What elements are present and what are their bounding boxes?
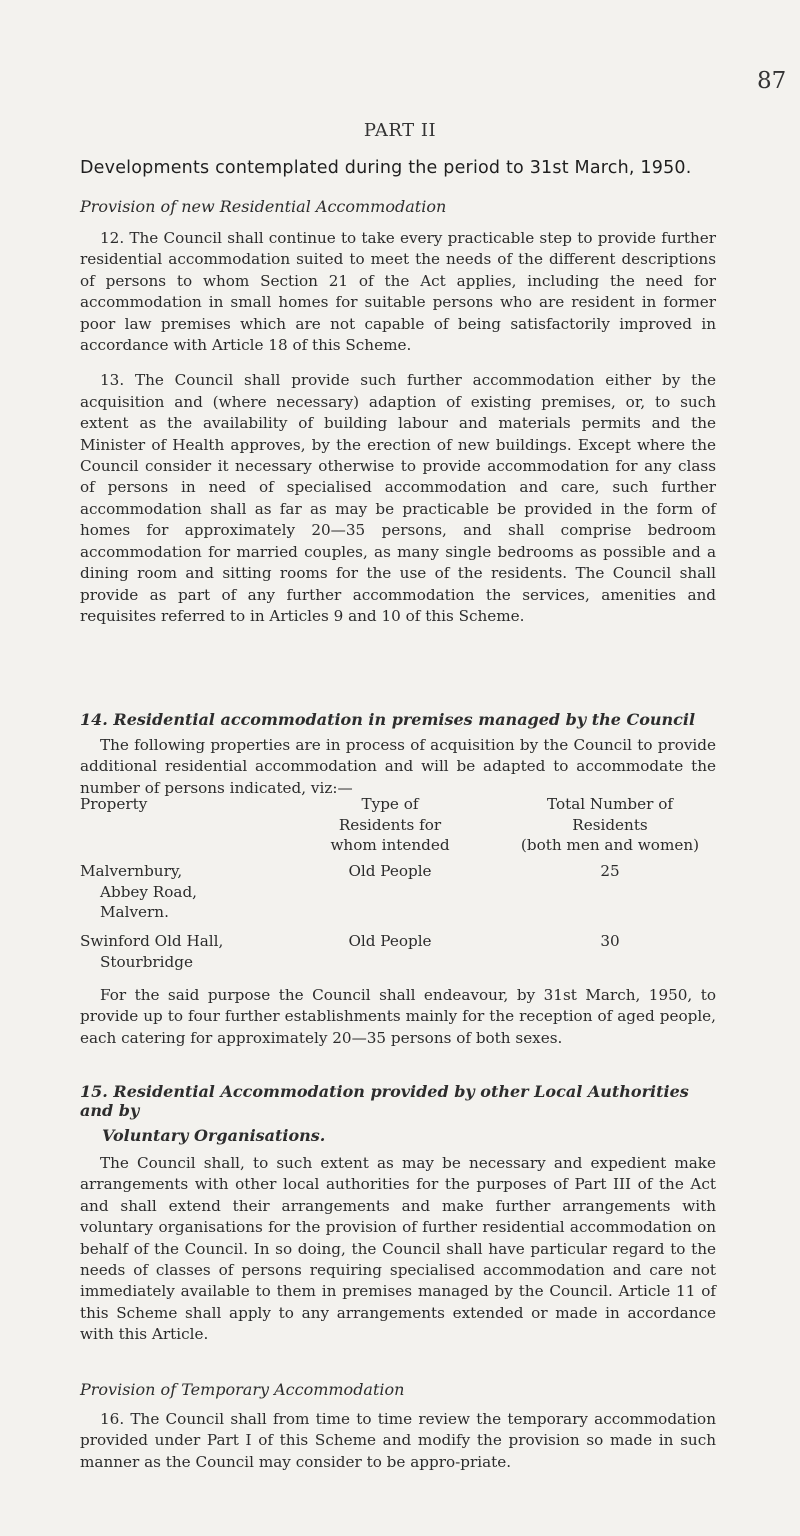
paragraph-13: 13. The Council shall provide such further accommodation either by the acquisition and (where necessary) adaption of existing premises, or, to such extent as the availability of building labour and materials permits and the Minister of Health approves, by the erection of new buildings. Except where the Council consider it necessary otherwise to provide accommodation for any class of persons in need of specialised accommodation and care, such further accommodation shall as far as may be practicable be provided in the form of homes for approximately 20—35 persons, and shall comprise bedroom accommodation for married couples, as many single bedrooms as possible and a dining room and sitting rooms for the use of the residents. The Council shall provide as part of any further accommodation the services, amenities and requisites referred to in Articles 9 and 10 of this Scheme. <box>80 371 716 625</box>
section-15 <box>80 1082 716 1346</box>
property-line: Malvernbury, <box>80 862 183 880</box>
main-heading: Developments contemplated during the period to 31st March, 1950. <box>80 158 692 178</box>
table-row-type: Old People <box>348 862 432 880</box>
section-14-closing-block <box>80 985 716 1049</box>
header-type-line: Type of <box>361 795 419 813</box>
header-type-line: Residents for <box>338 815 442 834</box>
table-row-property <box>80 861 197 923</box>
section-title: 15. Residential Accommodation provided by other Local Authorities and by <box>80 1082 689 1120</box>
section-title: Provision of Temporary Accommodation <box>80 1380 405 1399</box>
section-14-intro: The following properties are in process of acquisition by the Council to provide additional residential accommodation and will be adapted to accommodate the number of persons indicated, viz:— <box>80 736 716 797</box>
section-title: 14. Residential accommodation in premises managed by the Council <box>80 710 696 729</box>
section-15-body: The Council shall, to such extent as may be necessary and expedient make arrangements with other local authorities for the purposes of Part III of the Act and shall extend their arrangements and make further arrangements with voluntary organisations for the provision of further residential accommodation on behalf of the Council. In so doing, the Council shall have particular regard to the needs of classes of persons requiring specialised accommodation and care not immediately available to them in premises managed by the Council. Article 11 of this Scheme shall apply to any arrangements extended or made in accordance with this Article. <box>80 1154 716 1344</box>
table-row-property <box>80 931 223 972</box>
paragraph-16: 16. The Council shall from time to time review the temporary accommodation provided under Part I of this Scheme and modify the provision so made in such manner as the Council may consider to be appro-priate. <box>80 1410 716 1471</box>
paragraph-12: 12. The Council shall continue to take every practicable step to provide further residential accommodation suited to meet the needs of the different descriptions of persons to whom Section 21 of the Act applies, including the need for accommodation in small homes for suitable persons who are resident in former poor law premises which are not capable of being satisfactorily improved in accordance with Article 18 of this Scheme. <box>80 229 716 355</box>
property-line: Malvern. <box>100 903 169 921</box>
header-type-line: whom intended <box>330 836 450 854</box>
header-total-line: (both men and women) <box>520 836 700 854</box>
header-total-line: Total Number of <box>547 795 673 813</box>
property-line: Swinford Old Hall, <box>80 932 224 950</box>
header-type <box>310 794 470 856</box>
section-14 <box>80 710 716 799</box>
table-row-total: 30 <box>600 932 620 950</box>
section-temporary <box>80 1380 716 1473</box>
property-line: Abbey Road, <box>100 882 197 901</box>
properties-table <box>80 794 720 971</box>
part-heading: PART II <box>363 120 437 141</box>
section-title: Provision of new Residential Accommodation <box>80 197 447 216</box>
section-provision-new <box>80 197 716 627</box>
header-total-line: Residents <box>572 815 648 834</box>
header-property: Property <box>80 795 148 813</box>
page-number: 87 <box>757 68 787 94</box>
property-line: Stourbridge <box>100 952 193 971</box>
table-row-type: Old People <box>348 932 432 950</box>
section-14-closing: For the said purpose the Council shall endeavour, by 31st March, 1950, to provide up to four further establishments mainly for the reception of aged people, each catering for approximately 20—35 persons of both sexes. <box>80 986 716 1047</box>
header-total <box>500 794 720 856</box>
section-title-cont: Voluntary Organisations. <box>102 1126 326 1145</box>
table-row-total: 25 <box>600 862 620 880</box>
